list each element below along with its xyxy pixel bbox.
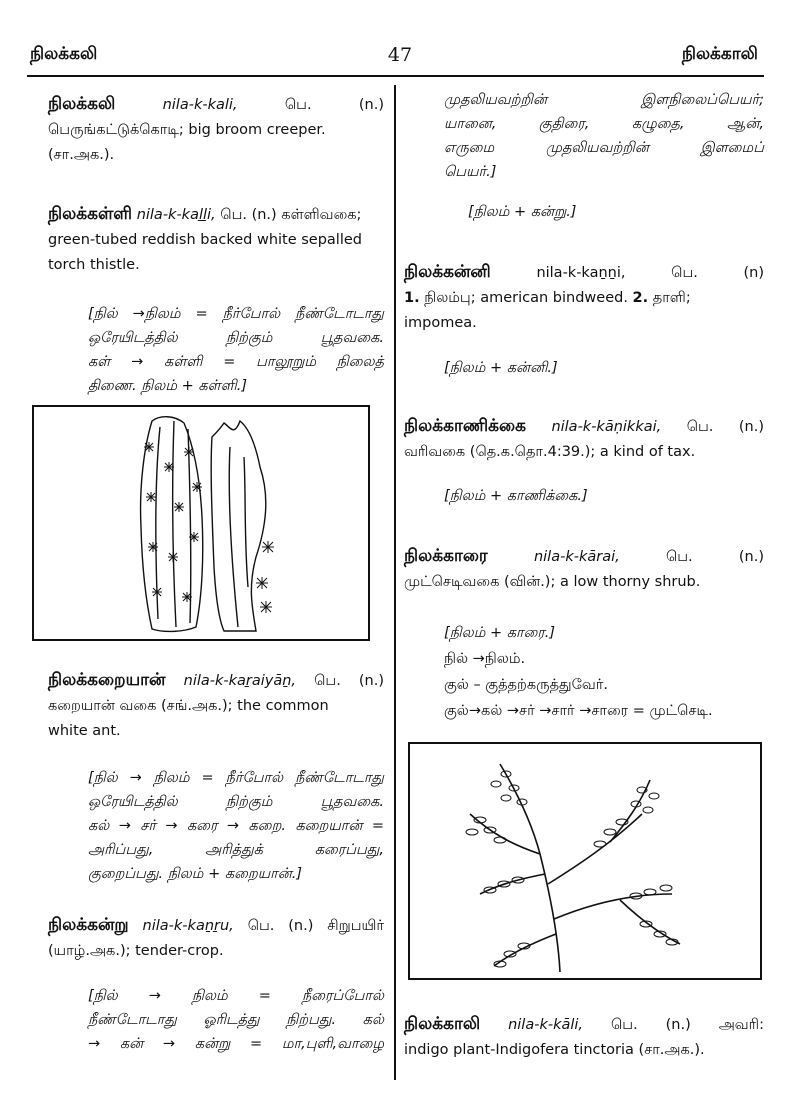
- headword: நிலக்கள்ளி: [48, 204, 133, 224]
- figure-cactus: [32, 405, 370, 641]
- figure-indigo: [408, 742, 762, 980]
- entry-nilakkali-indigo: [404, 1012, 764, 1063]
- entry-nilakkarai: [404, 544, 764, 595]
- column-divider: [394, 85, 396, 1080]
- part-of-speech: பெ. (n.) கள்ளிவகை;: [220, 207, 362, 223]
- transliteration: nila-k-kaṉṟu,: [142, 918, 234, 934]
- etymology-nilakkanru: [88, 984, 384, 1056]
- etymology-continued: [444, 88, 764, 184]
- sense-number: 2.: [632, 290, 649, 306]
- transliteration: nila-k-kaṟaiyāṉ,: [183, 673, 297, 689]
- transliteration: nila-k-kaṉṉi,: [536, 265, 626, 281]
- sense-text: தாளி;: [648, 290, 691, 306]
- etymology-line: நீண்டோடாது ஓரிடத்து நிற்பது. கல்: [88, 1012, 384, 1028]
- etymology-line: குல்→கல் →சர் →சார் →சாரை = முட்செடி.: [444, 703, 713, 719]
- transliteration: nila-k-kali,: [162, 97, 238, 113]
- definition-cont: white ant.: [48, 723, 121, 739]
- cactus-drawing: [34, 407, 368, 639]
- running-head-left: நிலக்கலி: [30, 44, 98, 64]
- part-of-speech: பெ. (n.): [665, 549, 765, 565]
- definition: முட்செடிவகை (வின்.); a low thorny shrub.: [404, 574, 701, 590]
- etymology-line: திணை. நிலம் + கள்ளி.]: [88, 378, 248, 394]
- etymology-continued-summary: [நிலம் + கன்று.]: [468, 204, 577, 220]
- transliteration: nila-k-kaḻḻi,: [136, 207, 216, 223]
- sense-number: 1.: [404, 290, 420, 306]
- definition: [404, 286, 764, 311]
- etymology-line: முதலியவற்றின் இளநிலைப்பெயர்;: [444, 92, 764, 108]
- header-rule: [27, 75, 764, 77]
- definition-cont: impomea.: [404, 315, 477, 331]
- part-of-speech: பெ. (n.): [686, 419, 765, 435]
- etymology-line: [நில் → நிலம் = நீர்போல் நீண்டோடாது: [88, 770, 384, 786]
- headword: நிலக்கன்று: [48, 915, 129, 935]
- headword: நிலக்கலி: [48, 94, 116, 114]
- etymology-line: எருமை முதலியவற்றின் இளமைப்: [444, 140, 764, 156]
- part-of-speech: பெ. (n.): [314, 673, 384, 689]
- headword: நிலக்கன்னி: [404, 262, 491, 282]
- entry-nilakkanikkai: [404, 414, 764, 465]
- entry-nilakkaraiyan: [48, 668, 384, 744]
- etymology-line: [நில் → நிலம் = நீரைப்போல்: [88, 988, 384, 1004]
- transliteration: nila-k-kārai,: [533, 549, 620, 565]
- definition: indigo plant-Indigofera tinctoria (சா.அக.).: [404, 1042, 705, 1058]
- entry-nilakkali: [48, 92, 384, 168]
- etymology-line: [நில் →நிலம் = நீர்போல் நீண்டோடாது: [88, 306, 384, 322]
- etymology-line: குறைப்பது. நிலம் + கறையான்.]: [88, 866, 303, 882]
- etymology-line: பெயர்.]: [444, 164, 497, 180]
- etymology-line: [நிலம் + காரை.]: [444, 625, 556, 641]
- part-of-speech: பெ. (n.) சிறுபயிர்: [247, 918, 385, 934]
- etymology-line: → கன் → கன்று = மா,புளி,வாழை: [88, 1036, 384, 1052]
- headword: நிலக்காலி: [404, 1014, 481, 1034]
- etymology-nilakkalli: [88, 302, 384, 398]
- etymology-nilakkarai: [444, 620, 764, 724]
- etymology-nilakkaraiyan: [88, 766, 384, 886]
- definition: கறையான் வகை (சங்.அக.); the common: [48, 698, 329, 714]
- etymology-line: கல் → சர் → கரை → கறை. கறையான் =: [88, 818, 384, 834]
- definition: பெருங்கட்டுக்கொடி; big broom creeper.: [48, 122, 326, 138]
- etymology-line: நில் →நிலம்.: [444, 651, 526, 667]
- entry-nilakkanni: [404, 260, 764, 336]
- page-number: 47: [387, 44, 413, 66]
- etymology-line: ஒரேயிடத்தில் நிற்கும் பூதவகை.: [88, 330, 384, 346]
- part-of-speech: பெ. (n.): [284, 97, 384, 113]
- running-head-right: நிலக்காலி: [681, 44, 758, 64]
- part-of-speech: பெ. (n.) அவரி:: [611, 1017, 765, 1033]
- etymology-nilakkanni: [நிலம் + கன்னி.]: [444, 360, 558, 376]
- definition: வரிவகை (தெ.க.தொ.4:39.); a kind of tax.: [404, 444, 696, 460]
- etymology-line: கள் → கள்ளி = பாலூறும் நிலைத்: [88, 354, 384, 370]
- etymology-nilakkanikkai: [நிலம் + காணிக்கை.]: [444, 488, 588, 504]
- entry-nilakkalli: [48, 202, 384, 278]
- etymology-line: ஒரேயிடத்தில் நிற்கும் பூதவகை.: [88, 794, 384, 810]
- transliteration: nila-k-kāli,: [508, 1017, 584, 1033]
- etymology-line: அரிப்பது, அரித்துக் கரைப்பது,: [88, 842, 384, 858]
- etymology-line: குல் – குத்தற்கருத்துவேர்.: [444, 677, 608, 693]
- page-header: [0, 0, 800, 80]
- indigo-plant-drawing: [410, 744, 760, 978]
- transliteration: nila-k-kāṇikkai,: [551, 419, 662, 435]
- etymology-line: யானை, குதிரை, கழுதை, ஆன்,: [444, 116, 764, 132]
- source-reference: (சா.அக.).: [48, 147, 115, 163]
- definition: green-tubed reddish backed white sepalled: [48, 232, 362, 248]
- definition: (யாழ்.அக.); tender-crop.: [48, 943, 224, 959]
- entry-nilakkanru: [48, 913, 384, 964]
- headword: நிலக்காணிக்கை: [404, 416, 526, 436]
- headword: நிலக்காரை: [404, 546, 488, 566]
- definition-cont: torch thistle.: [48, 257, 140, 273]
- headword: நிலக்கறையான்: [48, 670, 166, 690]
- part-of-speech: பெ. (n): [671, 265, 765, 281]
- sense-text: நிலம்பு; american bindweed.: [419, 290, 633, 306]
